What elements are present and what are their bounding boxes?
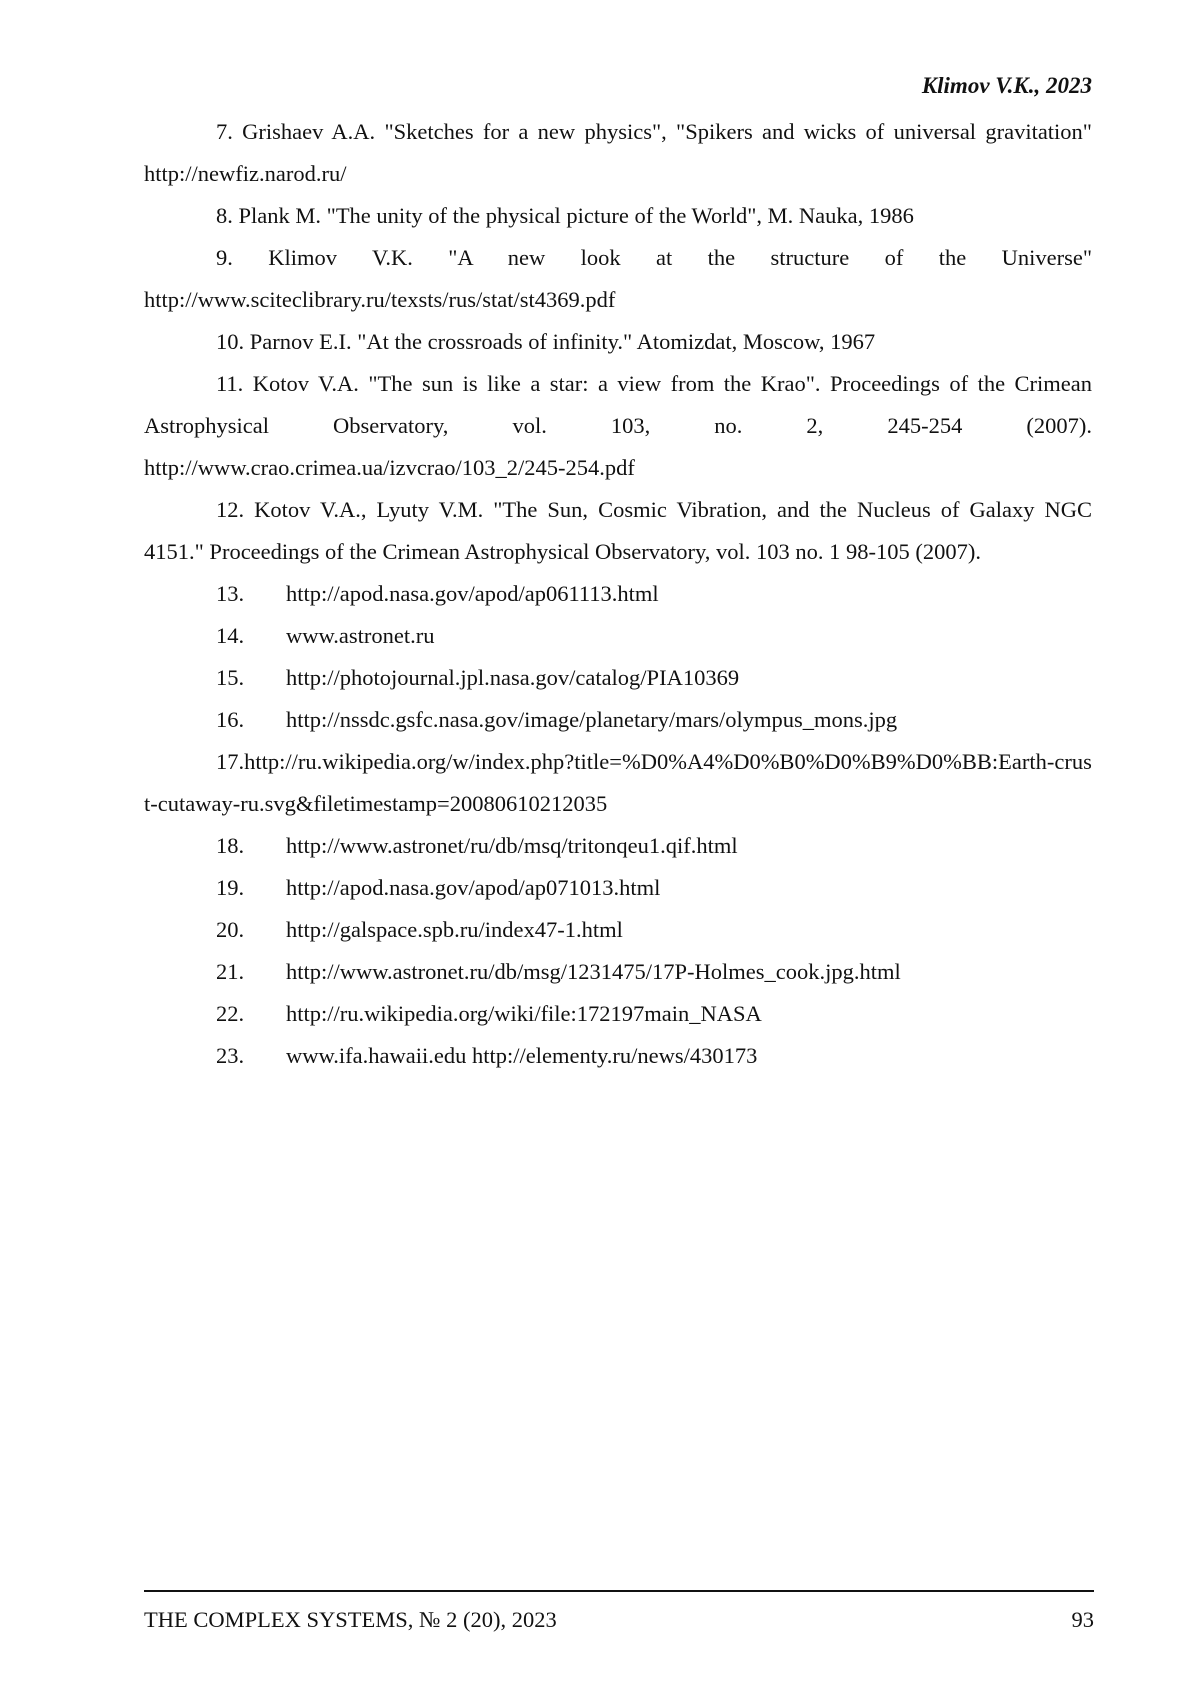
reference-20 bbox=[144, 909, 1092, 951]
reference-url: www.ifa.hawaii.edu http://elementy.ru/news/430173 bbox=[286, 1043, 758, 1068]
reference-url: http://www.astronet.ru/db/msg/1231475/17P-Holmes_cook.jpg.html bbox=[286, 959, 901, 984]
reference-7: 7. Grishaev A.A. "Sketches for a new physics", "Spikers and wicks of universal gravitation" http://newfiz.narod.ru/ bbox=[144, 119, 1092, 186]
reference-12: 12. Kotov V.A., Lyuty V.M. "The Sun, Cosmic Vibration, and the Nucleus of Galaxy NGC 4151." Proceedings of the Crimean Astrophysical Observatory, vol. 103 no. 1 98-105 (2007). bbox=[144, 497, 1092, 564]
reference-11: 11. Kotov V.A. "The sun is like a star: a view from the Krao". Proceedings of the Crimean Astrophysical Observatory, vol. 103, no. 2, 245-254 (2007). http://www.crao.crimea.ua/izvcrao/103_2/245-254.pdf bbox=[144, 371, 1092, 480]
reference-10: 10. Parnov E.I. "At the crossroads of infinity." Atomizdat, Moscow, 1967 bbox=[216, 329, 876, 354]
reference-url: http://apod.nasa.gov/apod/ap061113.html bbox=[286, 581, 659, 606]
reference-number: 14. bbox=[216, 623, 245, 648]
footer-journal-title: THE COMPLEX SYSTEMS, № 2 (20), 2023 bbox=[144, 1607, 557, 1632]
reference-number: 23. bbox=[216, 1043, 245, 1068]
reference-14 bbox=[144, 615, 1092, 657]
reference-url: http://ru.wikipedia.org/wiki/file:172197main_NASA bbox=[286, 1001, 762, 1026]
reference-url: http://galspace.spb.ru/index47-1.html bbox=[286, 917, 623, 942]
reference-15 bbox=[144, 657, 1092, 699]
footer-divider bbox=[144, 1590, 1094, 1592]
reference-16 bbox=[144, 699, 1092, 741]
reference-21 bbox=[144, 951, 1092, 993]
reference-url: http://photojournal.jpl.nasa.gov/catalog/PIA10369 bbox=[286, 665, 740, 690]
reference-number: 19. bbox=[216, 875, 245, 900]
reference-url: http://nssdc.gsfc.nasa.gov/image/planetary/mars/olympus_mons.jpg bbox=[286, 707, 898, 732]
page-number: 93 bbox=[1071, 1607, 1094, 1632]
reference-list bbox=[144, 111, 1092, 1077]
reference-13 bbox=[144, 573, 1092, 615]
reference-number: 20. bbox=[216, 917, 245, 942]
reference-8: 8. Plank M. "The unity of the physical picture of the World", M. Nauka, 1986 bbox=[216, 203, 914, 228]
reference-9: 9. Klimov V.K. "A new look at the structure of the Universe" http://www.sciteclibrary.ru/texsts/rus/stat/st4369.pdf bbox=[144, 245, 1092, 312]
reference-number: 13. bbox=[216, 581, 245, 606]
reference-number: 22. bbox=[216, 1001, 245, 1026]
reference-number: 15. bbox=[216, 665, 245, 690]
reference-17: 17.http://ru.wikipedia.org/w/index.php?title=%D0%A4%D0%B0%D0%B9%D0%BB:Earth-crust-cutaway-ru.svg&filetimestamp=20080610212035 bbox=[144, 749, 1092, 816]
reference-number: 18. bbox=[216, 833, 245, 858]
reference-url: http://www.astronet/ru/db/msq/tritonqeu1.qif.html bbox=[286, 833, 738, 858]
reference-23 bbox=[144, 1035, 1092, 1077]
reference-22 bbox=[144, 993, 1092, 1035]
reference-number: 21. bbox=[216, 959, 245, 984]
reference-url: http://apod.nasa.gov/apod/ap071013.html bbox=[286, 875, 661, 900]
running-header: Klimov V.K., 2023 bbox=[921, 73, 1092, 98]
reference-number: 16. bbox=[216, 707, 245, 732]
reference-19 bbox=[144, 867, 1092, 909]
reference-18 bbox=[144, 825, 1092, 867]
reference-url: www.astronet.ru bbox=[286, 623, 435, 648]
